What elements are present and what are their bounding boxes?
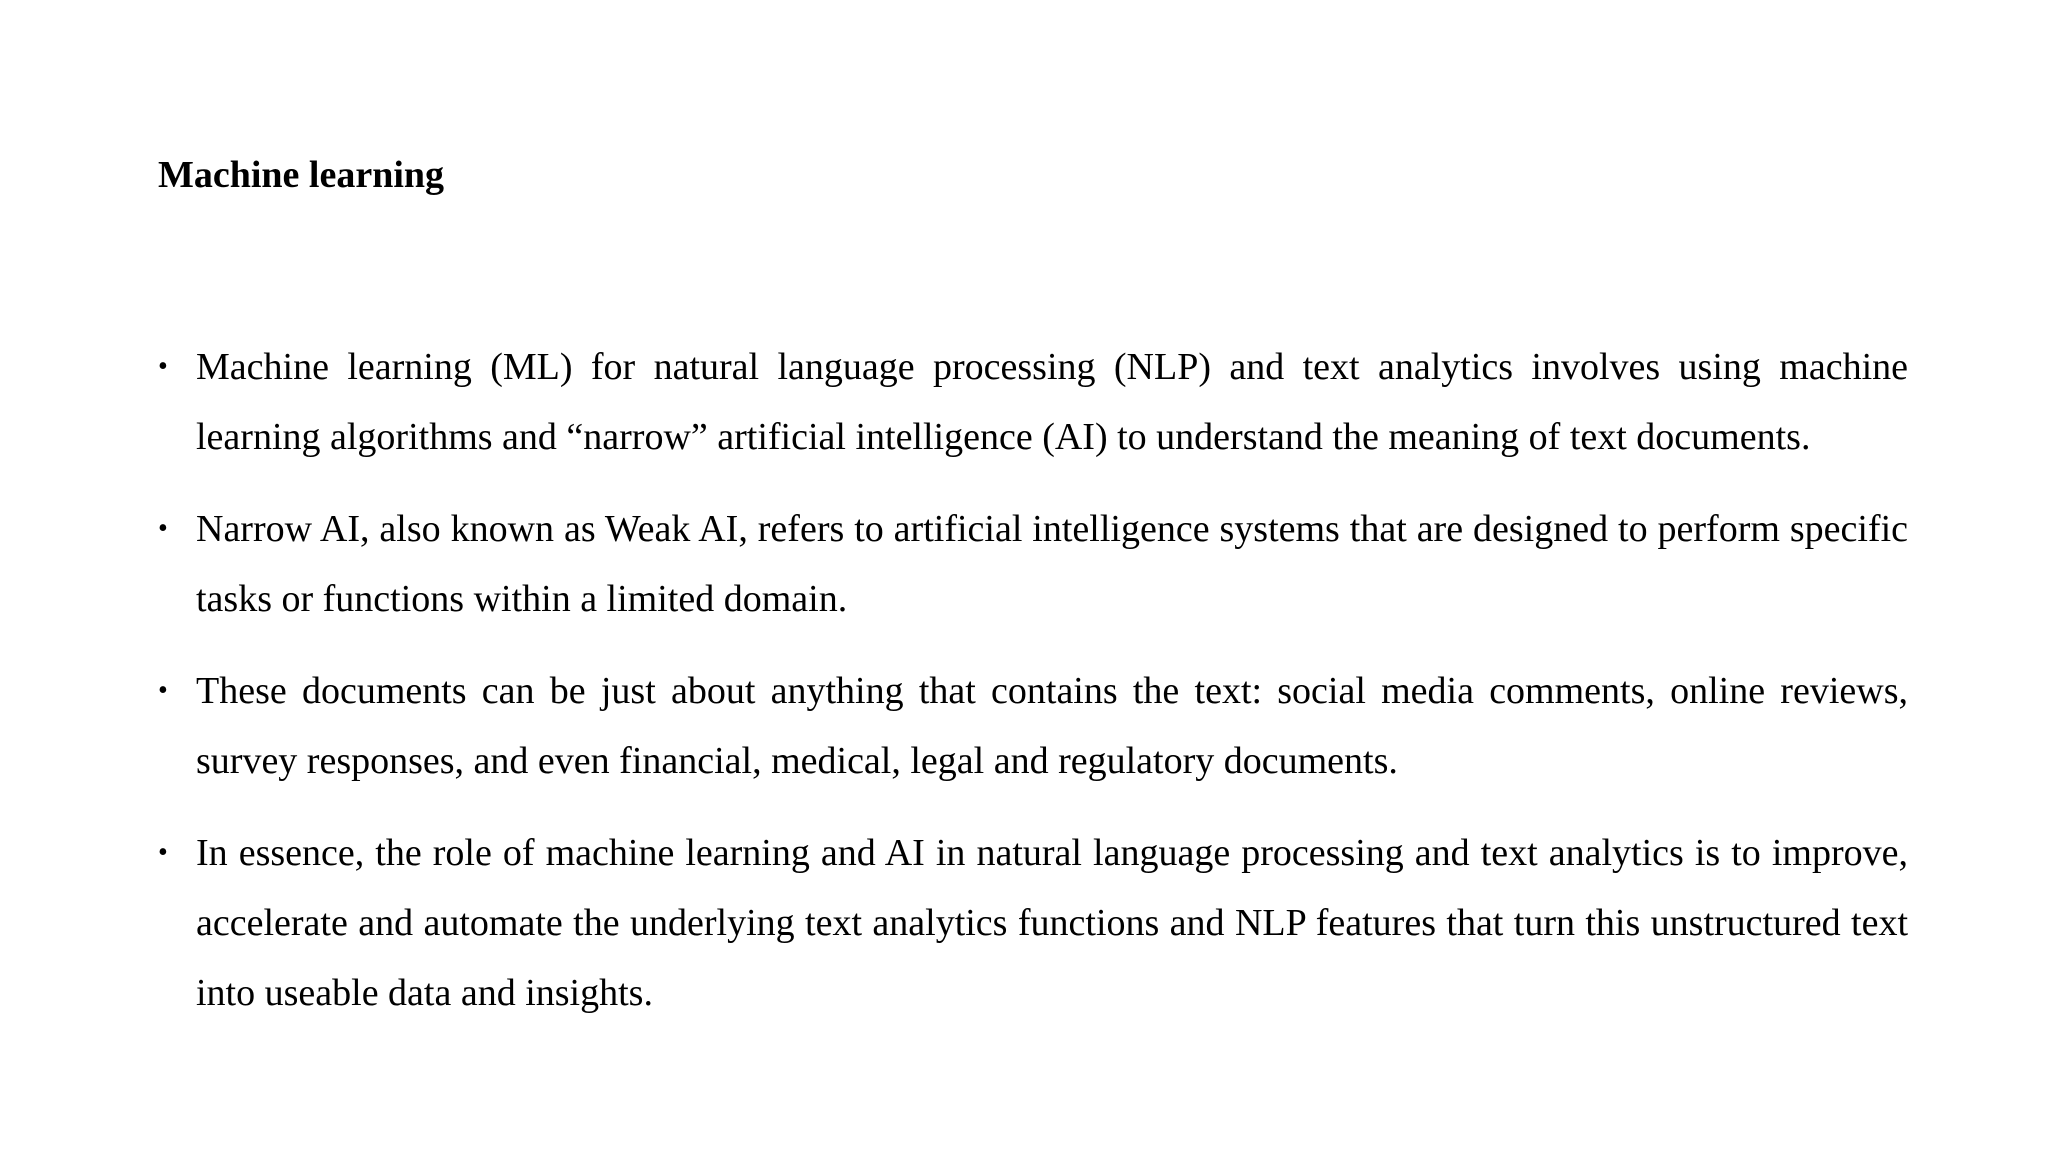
bullet-item-ml-definition [158, 332, 1908, 472]
bullet-text: Narrow AI, also known as Weak AI, refers to artificial intelligence systems that are designed to perform specific tasks or functions within a limited domain. [196, 508, 1908, 620]
bullet-text: In essence, the role of machine learning and AI in natural language processing and text analytics is to improve, accelerate and automate the underlying text analytics functions and NLP features that turn this unstructured text into useable data and insights. [196, 832, 1908, 1014]
bullet-item-documents [158, 656, 1908, 796]
bullet-text: Machine learning (ML) for natural language processing (NLP) and text analytics involves using machine learning algorithms and “narrow” artificial intelligence (AI) to understand the meaning of text documents. [196, 346, 1908, 458]
bullet-dot-icon: • [158, 837, 168, 868]
bullet-dot-icon: • [158, 513, 168, 544]
bullet-text: These documents can be just about anything that contains the text: social media comments, online reviews, survey responses, and even financial, medical, legal and regulatory documents. [196, 670, 1908, 782]
bullet-dot-icon: • [158, 675, 168, 706]
bullet-item-essence [158, 818, 1908, 1028]
bullet-item-narrow-ai [158, 494, 1908, 634]
slide-title: Machine learning [158, 154, 445, 196]
bullet-list [158, 332, 1908, 1050]
bullet-dot-icon: • [158, 351, 168, 382]
